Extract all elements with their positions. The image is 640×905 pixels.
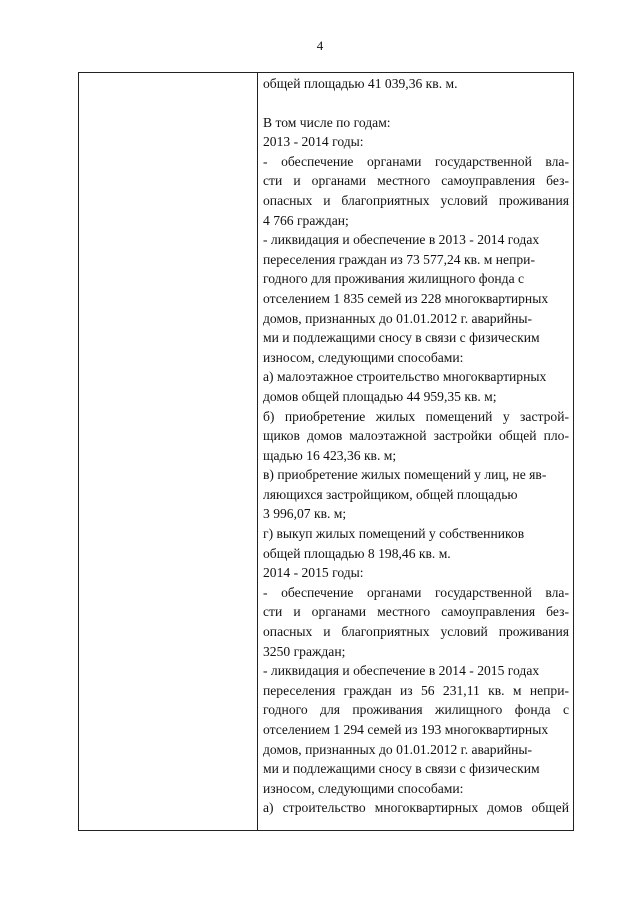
text-line: отселением 1 294 семей из 193 многоквартирных [263,722,549,737]
text-line: домов, признанных до 01.01.2012 г. аварийны- [263,741,533,757]
text-line: домов общей площадью 44 959,35 кв. м; [263,388,497,404]
text-line: сти и органами местного самоуправления без- [263,173,569,189]
text-line: ляющихся застройщиком, общей площадью [263,486,518,502]
text-line: опасных и благоприятных условий проживания [263,624,569,640]
text-line: годного для проживания жилищного фонда с [263,271,525,287]
text-line: домов, признанных до 01.01.2012 г. аварийны- [263,310,533,326]
text-line: ми и подлежащими сносу в связи с физическим [263,330,540,346]
program-table [78,72,574,831]
text-line: 3 996,07 кв. м; [263,506,347,522]
text-line: 2013 - 2014 годы: [263,134,364,150]
text-line: общей площадью 8 198,46 кв. м. [263,545,451,561]
text-line: сти и органами местного самоуправления без- [263,604,569,620]
text-line: переселения граждан из 73 577,24 кв. м непри- [263,251,535,267]
text-line: б) приобретение жилых помещений у застрой- [263,408,569,424]
text-line: ми и подлежащими сносу в связи с физическим [263,761,540,777]
text-line: износом, следующими способами: [263,780,464,796]
text-line: щиков домов малоэтажной застройки общей пло- [263,428,569,444]
text-line: а) строительство многоквартирных домов общей [263,800,569,816]
text-line: - ликвидация и обеспечение в 2014 - 2015 годах [263,663,540,679]
text-line: переселения граждан из 56 231,11 кв. м непри- [263,682,569,698]
text-line: 3250 граждан; [263,643,346,659]
text-line: а) малоэтажное строительство многоквартирных [263,369,547,385]
text-line: щадью 16 423,36 кв. м; [263,447,397,463]
text-line: годного для проживания жилищного фонда с [263,702,569,718]
text-line: - ликвидация и обеспечение в 2013 - 2014 годах [263,232,540,248]
text-line: г) выкуп жилых помещений у собственников [263,526,525,542]
text-line: 4 766 граждан; [263,212,349,228]
text-line: В том числе по годам: [263,114,391,130]
text-line: 2014 - 2015 годы: [263,565,364,581]
paragraph-spacer [263,94,569,113]
text-line: в) приобретение жилых помещений у лиц, не яв- [263,467,547,483]
text-line: износом, следующими способами: [263,349,464,365]
main-paragraph [263,113,569,818]
text-line: - обеспечение органами государственной вла- [263,153,569,169]
text-line: отселением 1 835 семей из 228 многоквартирных [263,290,549,306]
page-number: 4 [316,38,324,53]
text-line: общей площадью 41 039,36 кв. м. [263,76,458,91]
text-line: опасных и благоприятных условий проживания [263,192,569,208]
text-line: - обеспечение органами государственной вла- [263,584,569,600]
table-right-cell [258,73,573,830]
table-left-cell [79,73,258,830]
